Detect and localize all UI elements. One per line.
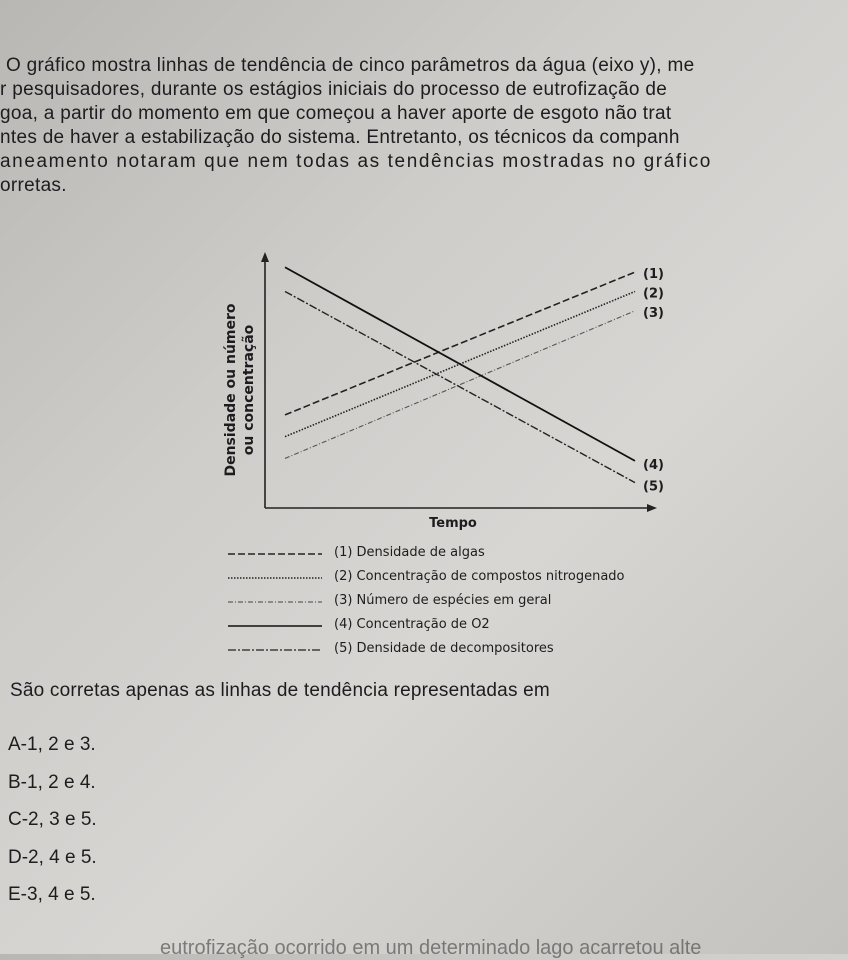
series-group <box>285 267 664 495</box>
option-c[interactable]: C-2, 3 e 5. <box>8 809 97 830</box>
legend-label-2: (2) Concentração de compostos nitrogenado <box>334 569 625 584</box>
paragraph-line: orretas. <box>0 175 67 196</box>
legend-item-4 <box>228 617 668 641</box>
intro-paragraph <box>0 54 848 198</box>
series-label-4: (4) <box>643 457 664 473</box>
x-axis-label: Tempo <box>429 516 477 531</box>
legend-item-2 <box>228 569 668 593</box>
option-e[interactable]: E-3, 4 e 5. <box>8 884 96 905</box>
paragraph-line: ntes de haver a estabilização do sistema. Entretanto, os técnicos da companh <box>0 127 680 148</box>
legend-swatch-dash-dot <box>228 647 324 653</box>
series-label-1: (1) <box>643 267 664 283</box>
series-label-3: (3) <box>643 305 664 321</box>
series-label-2: (2) <box>643 286 664 302</box>
series-line-5 <box>285 291 635 482</box>
legend-swatch-dash-dot-fine <box>228 599 324 605</box>
series-line-4 <box>285 267 635 461</box>
y-axis-arrow <box>261 252 269 262</box>
legend-label-5: (5) Densidade de decompositores <box>334 641 554 656</box>
legend-label-3: (3) Número de espécies em geral <box>334 593 552 608</box>
x-axis-arrow <box>647 504 657 512</box>
series-label-5: (5) <box>643 479 664 495</box>
trend-chart <box>205 240 685 540</box>
option-b[interactable]: B-1, 2 e 4. <box>8 771 96 793</box>
legend-swatch-solid <box>228 623 324 629</box>
question-prompt: São corretas apenas as linhas de tendência representadas em <box>10 680 550 701</box>
paragraph-line: O gráfico mostra linhas de tendência de cinco parâmetros da água (eixo y), me <box>6 55 695 76</box>
series-line-1 <box>285 272 635 415</box>
legend-label-4: (4) Concentração de O2 <box>334 617 490 632</box>
chart-legend <box>228 545 668 665</box>
legend-swatch-dotted <box>228 575 324 581</box>
y-axis-label-line1: Densidade ou número <box>223 303 239 477</box>
legend-item-5 <box>228 641 668 665</box>
legend-item-3 <box>228 593 668 617</box>
paragraph-line: r pesquisadores, durante os estágios iniciais do processo de eutrofização de <box>0 79 668 100</box>
series-line-3 <box>285 311 635 459</box>
legend-label-1: (1) Densidade de algas <box>334 545 485 560</box>
paragraph-line: aneamento notaram que nem todas as tendências mostradas no gráfico <box>0 151 712 172</box>
legend-swatch-dashed <box>228 551 324 557</box>
option-d[interactable]: D-2, 4 e 5. <box>8 846 97 868</box>
next-question-text-partial: eutrofização ocorrido em um determinado lago acarretou alte <box>160 937 702 959</box>
option-a[interactable]: A-1, 2 e 3. <box>8 734 96 755</box>
trend-chart-svg <box>205 240 685 540</box>
paragraph-line: goa, a partir do momento em que começou a haver aporte de esgoto não trat <box>0 103 672 124</box>
answer-options <box>8 733 97 921</box>
y-axis-label-line2: ou concentração <box>241 324 257 456</box>
legend-item-1 <box>228 545 668 569</box>
